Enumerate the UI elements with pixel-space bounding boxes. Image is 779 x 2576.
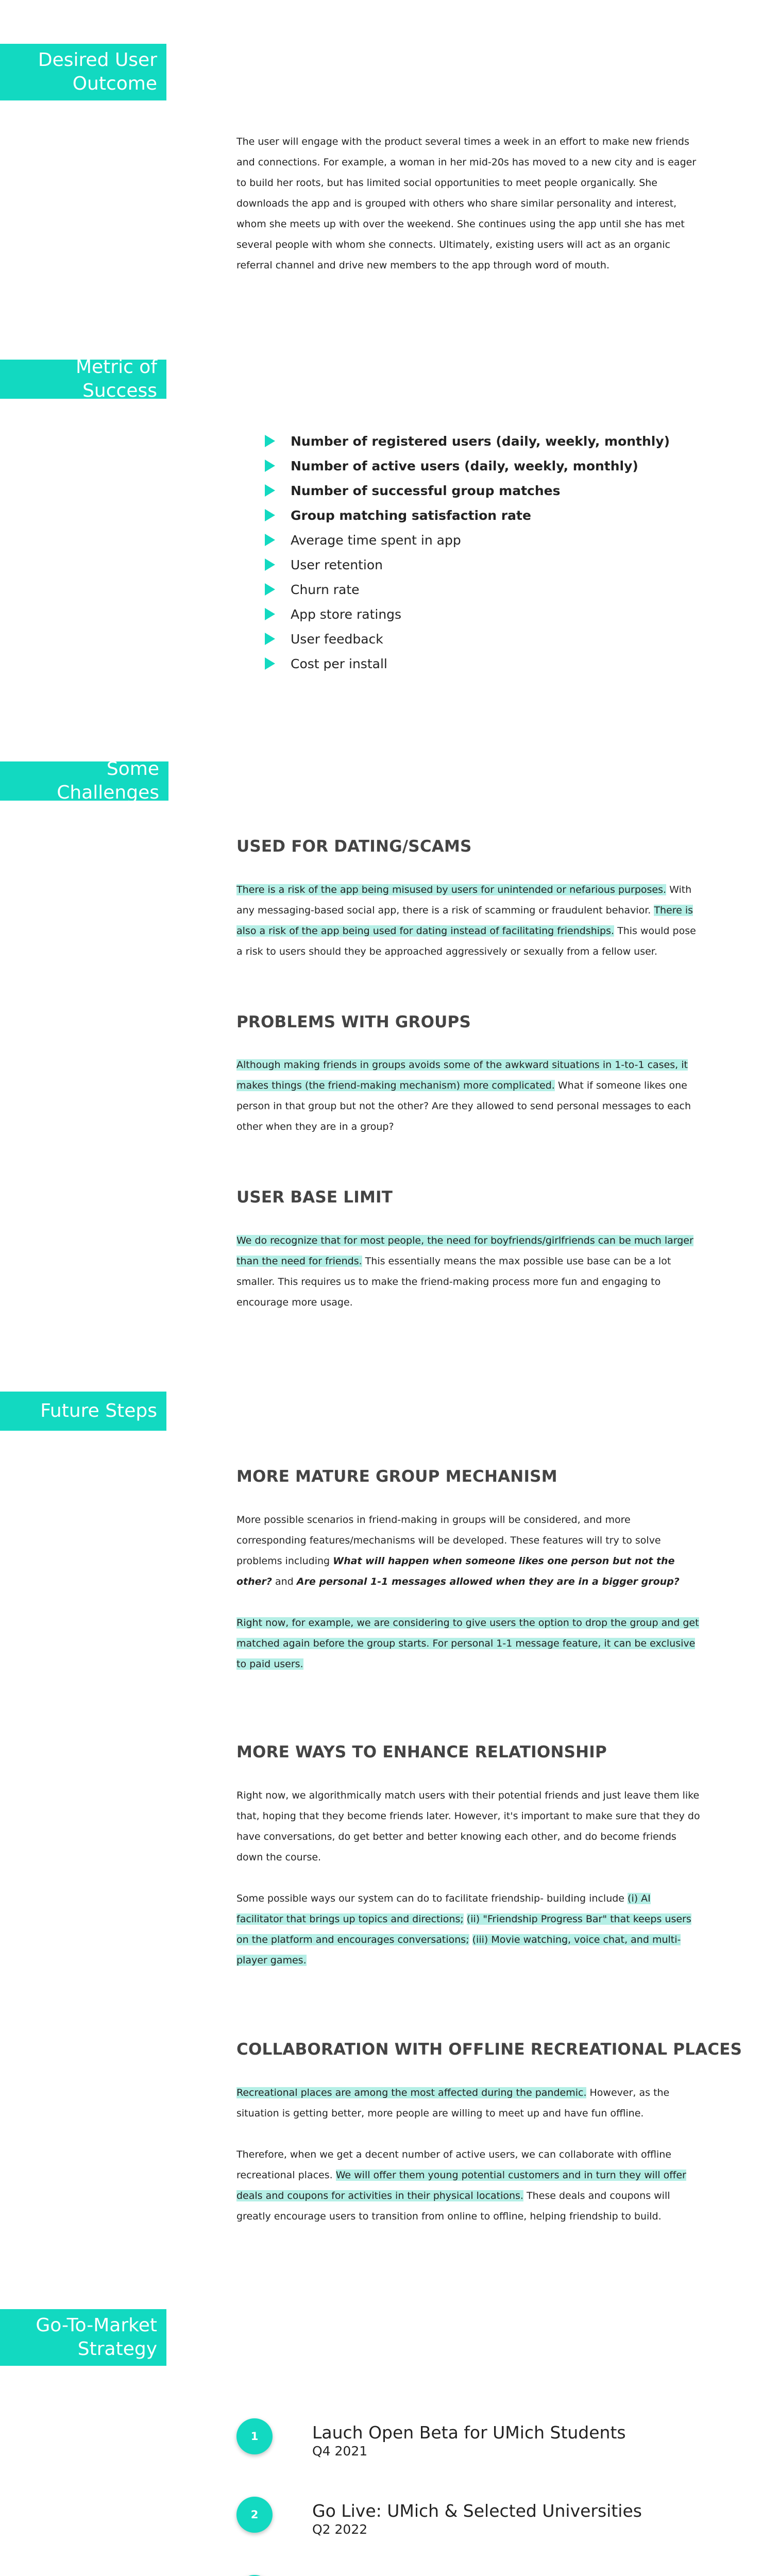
emphasis-text: What will happen when someone likes one person but not the other? [236, 1555, 675, 1587]
outcome-paragraph: The user will engage with the product several times a week in an effort to make new friends and connections. For example, a woman in her mid-20s has moved to a new city and is eager to build her roots, but has limited social opportunities to meet people organically. She downloads the app and is grouped with others who share similar personality and interest, whom she meets up with over the weekend. She continues using the app until she has met several people with whom she connects. Ultimately, existing users will act as an organic referral channel and drive new members to the app through word of mouth. [236, 136, 697, 271]
highlight-text: Right now, for example, we are considering to give users the option to drop the group and get matched again before the group starts. For personal 1-1 message feature, it can be exclusive to paid users. [236, 1617, 699, 1670]
group-mechanism-highlight [236, 1613, 700, 1674]
highlight-text: Although making friends in groups avoids some of the awkward situations in 1-to-1 cases, it makes things (the friend-making mechanism) more complicated. [236, 1059, 688, 1091]
relationship-ways-paragraph [236, 1888, 700, 1971]
metric-label: App store ratings [291, 606, 402, 622]
userbase-paragraph [236, 1230, 700, 1313]
groups-paragraph [236, 1055, 700, 1137]
metric-label: Number of registered users (daily, weekly, monthly) [291, 433, 670, 449]
metric-label: Average time spent in app [291, 532, 461, 548]
metric-item [265, 602, 670, 626]
triangle-bullet-icon [265, 608, 275, 620]
future-steps-banner [0, 1392, 166, 1431]
banner-line: Go-To-Market [36, 2315, 157, 2336]
highlight-text: We do recognize that for most people, the need for boyfriends/girlfriends can be much larger than the need for friends. [236, 1235, 693, 1267]
step-date: Q2 2022 [312, 2522, 368, 2537]
metric-label: User retention [291, 557, 383, 572]
highlight-text: We will offer them young potential customers and in turn they will offer deals and coupons for activities in their physical locations. [236, 2170, 686, 2201]
banner-line: Strategy [77, 2338, 157, 2360]
body-text: However, as the situation is getting better, more people are willing to meet up and have fun offline. [236, 2087, 670, 2119]
highlight-text: Recreational places are among the most affected during the pandemic. [236, 2087, 587, 2098]
highlight-text: There is a risk of the app being misused by users for unintended or nefarious purposes. [236, 884, 667, 895]
banner-line: Desired User [38, 49, 157, 71]
emphasis-text: Are personal 1-1 messages allowed when they are in a bigger group? [296, 1576, 680, 1587]
body-text: These deals and coupons will greatly encourage users to transition from online to offline, helping friendship to build. [236, 2190, 670, 2222]
desired-outcome-banner [0, 44, 166, 100]
section-heading: MORE WAYS TO ENHANCE RELATIONSHIP [236, 1743, 607, 1761]
section-heading: USED FOR DATING/SCAMS [236, 837, 472, 856]
metric-item [265, 528, 670, 552]
gtm-banner [0, 2309, 166, 2366]
banner-line: Metric of Success [75, 357, 157, 401]
step-title: Go Live: UMich & Selected Universities [312, 2501, 642, 2521]
metric-item [265, 503, 670, 528]
metric-item [265, 453, 670, 478]
highlight-text: (ii) "Friendship Progress Bar" that keeps users on the platform and encourages conversations; [236, 1913, 691, 1945]
metric-item [265, 478, 670, 503]
metric-banner [0, 357, 166, 401]
body-text: Therefore, when we get a decent number of active users, we can collaborate with offline recreational places. [236, 2149, 671, 2181]
section-heading: PROBLEMS WITH GROUPS [236, 1013, 471, 1031]
metric-label: Number of successful group matches [291, 483, 561, 498]
group-mechanism-paragraph [236, 1510, 700, 1592]
metric-label: User feedback [291, 631, 383, 647]
metric-item [265, 577, 670, 602]
triangle-bullet-icon [265, 435, 275, 447]
metric-item [265, 651, 670, 676]
triangle-bullet-icon [265, 460, 275, 472]
highlight-text: There is also a risk of the app being used for dating instead of facilitating friendships. [236, 905, 693, 937]
dating-paragraph [236, 879, 700, 962]
triangle-bullet-icon [265, 558, 275, 571]
banner-line: Some Challenges [57, 758, 159, 803]
triangle-bullet-icon [265, 657, 275, 670]
body-text: With any messaging-based social app, there is a risk of scamming or fraudulent behavior. [236, 884, 692, 916]
challenges-banner [0, 758, 168, 803]
offline-collab-paragraph [236, 2144, 700, 2227]
body-text: This essentially means the max possible use base can be a lot smaller. This requires us to make the friend-making process more fun and engaging to encourage more usage. [236, 1256, 671, 1308]
triangle-bullet-icon [265, 484, 275, 497]
body-text: This would pose a risk to users should they be approached aggressively or sexually from a fellow user. [236, 925, 696, 957]
gtm-step [236, 2497, 642, 2538]
section-heading: COLLABORATION WITH OFFLINE RECREATIONAL PLACES [236, 2040, 742, 2059]
triangle-bullet-icon [265, 633, 275, 645]
metric-item [265, 552, 670, 577]
metrics-list [265, 429, 670, 676]
offline-paragraph [236, 2082, 700, 2124]
body-text: and [272, 1576, 297, 1587]
gtm-step [236, 2418, 626, 2460]
step-date: Q4 2021 [312, 2444, 368, 2459]
body-text: What if someone likes one person in that group but not the other? Are they allowed to send personal messages to each other when they are in a group? [236, 1080, 691, 1132]
body-text: Some possible ways our system can do to facilitate friendship- building include [236, 1893, 628, 1904]
triangle-bullet-icon [265, 534, 275, 546]
metric-item [265, 429, 670, 453]
metric-label: Group matching satisfaction rate [291, 507, 531, 523]
triangle-bullet-icon [265, 583, 275, 596]
body-text [464, 1913, 467, 1925]
step-title: Lauch Open Beta for UMich Students [312, 2422, 626, 2443]
metric-label: Churn rate [291, 582, 360, 597]
metric-label: Cost per install [291, 656, 387, 671]
body-text: More possible scenarios in friend-making in groups will be considered, and more corresponding features/mechanisms will be developed. These features will try to solve problems including [236, 1514, 661, 1567]
highlight-text: (i) AI facilitator that brings up topics and directions; [236, 1893, 651, 1925]
section-heading: USER BASE LIMIT [236, 1188, 393, 1207]
relationship-paragraph: Right now, we algorithmically match users with their potential friends and just leave them like that, hoping that they become friends later. However, it's important to make sure that they do have conversations, do get better and better knowing each other, and do become friends down the course. [236, 1790, 700, 1863]
banner-line: Outcome [72, 73, 157, 94]
body-text [469, 1934, 472, 1945]
step-number: 1 [236, 2418, 273, 2454]
banner-line: Future Steps [40, 1400, 157, 1421]
metric-item [265, 626, 670, 651]
step-number: 2 [236, 2497, 273, 2533]
highlight-text: (iii) Movie watching, voice chat, and multi-player games. [236, 1934, 681, 1966]
metric-label: Number of active users (daily, weekly, monthly) [291, 458, 638, 473]
triangle-bullet-icon [265, 509, 275, 521]
section-heading: MORE MATURE GROUP MECHANISM [236, 1467, 557, 1486]
